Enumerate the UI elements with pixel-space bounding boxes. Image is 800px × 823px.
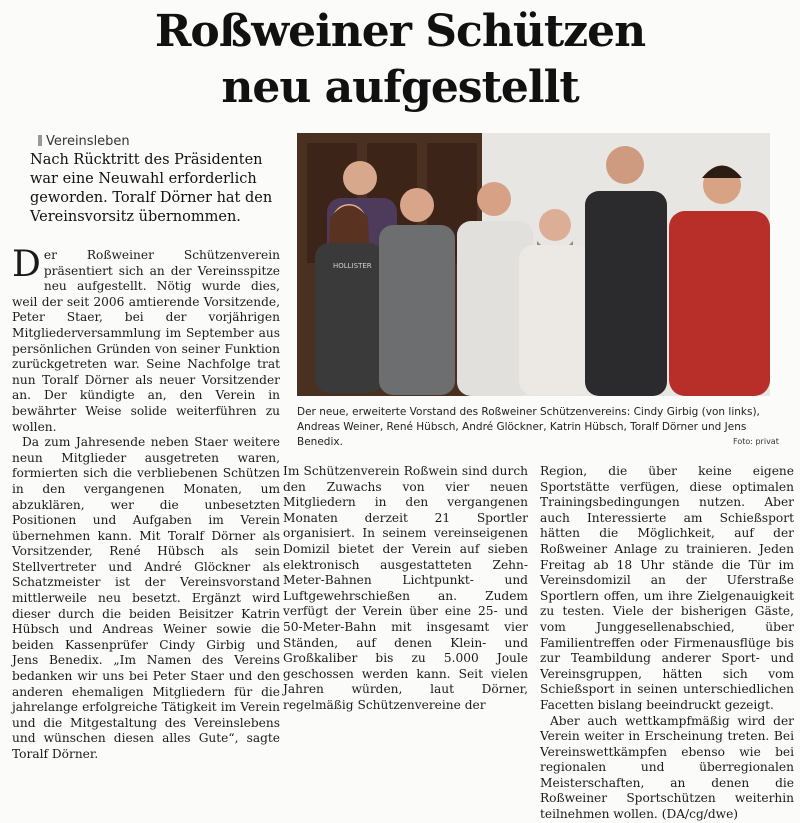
headline-line-2: neu aufgestellt [221, 62, 579, 113]
author-signature: (DA/cg/dwe) [661, 807, 739, 822]
article-column-2 [283, 464, 528, 714]
paragraph-4 [540, 714, 794, 823]
photo-credit: Foto: privat [733, 437, 779, 446]
lead-paragraph: Nach Rücktritt des Präsidenten war eine Neuwahl erforderlich geworden. Toralf Dörner hat den Vereinsvorsitz übernommen. [30, 152, 273, 225]
photo-caption: Der neue, erweiterte Vorstand des Roßweiner Schützenvereins: Cindy Girbig (von links), Andreas Weiner, René Hübsch, André Glöckner, Katrin Hübsch, Toralf Dörner und Jens Benedix. [297, 406, 760, 448]
group-photo-illustration [297, 133, 770, 396]
paragraph-3-continued: Region, die über keine eigene Sportstätte verfügen, diese optimalen Trainingsbedingungen nutzen. Aber auch Interessierte am Schießsport hätten die Möglichkeit, auf der Roßweiner Anlage zu trainieren. Jeden Freitag ab 18 Uhr stände die Tür im Vereinsdomizil an der Uferstraße Sportlern offen, um ihre Zielgenauigkeit zu testen. Viele der bisherigen Gäste, vom Junggesellenabschied, über Familientreffen oder Firmenausflüge bis zur Teambildung anderer Sport- und Vereinsgruppen, hätten sich vom Schießsport in seinen unterschiedlichen Facetten bislang beeindruckt gezeigt. [540, 464, 794, 712]
headline-line-1: Roßweiner Schützen [154, 6, 646, 57]
kicker-label: Vereinsleben [46, 134, 130, 149]
article-column-1 [12, 244, 280, 763]
section-kicker [38, 134, 130, 149]
kicker-marker [38, 135, 42, 146]
group-photo [297, 133, 770, 396]
paragraph-1: er Roßweiner Schützenverein präsentiert sich an der Vereinsspitze neu aufgestellt. Nötig wurde dies, weil der seit 2006 amtierende Vorsitzende, Peter Staer, bei der vorjährigen Mitgliederversammlung im September aus persönlichen Gründen von seiner Funktion zurückgetreten war. Seine Nachfolge trat nun Toralf Dörner als neuer Vorsitzender an. Der kündigte an, den Verein in bewährter Weise solide weiterführen zu wollen. [12, 248, 280, 434]
paragraph-3: Im Schützenverein Roßwein sind durch den Zuwachs von vier neuen Mitgliedern in den vergangenen Monaten derzeit 21 Sportler organisiert. In seinem vereinseigenen Domizil bietet der Verein auf sieben elektronisch ausgestatteten Zehn-Meter-Bahnen Lichtpunkt- und Luftgewehrschießen an. Zudem verfügt der Verein über eine 25- und 50-Meter-Bahn mit insgesamt vier Ständen, auf denen Klein- und Großkaliber bis zu 5.000 Joule geschossen werden kann. Seit vielen Jahren würden, laut Dörner, regelmäßig Schützenvereine der [283, 464, 528, 712]
paragraph-4-text: Aber auch wettkampfmäßig wird der Verein weiter in Erscheinung treten. Bei Vereinswettkämpfen ebenso wie bei regionalen und überregionalen Meisterschaften, an denen die Roßweiner Sportschützen weiterhin teilnehmen wollen. [540, 713, 794, 822]
article-column-3 [540, 464, 794, 823]
shirt-print: HOLLISTER [333, 262, 372, 270]
drop-cap: D [12, 244, 41, 285]
paragraph-2: Da zum Jahresende neben Staer weitere neun Mitglieder ausgetreten waren, formierten sich die verbliebenen Schützen in den vergangenen Monaten, um abzuklären, wer die unbesetzten Positionen und Aufgaben im Verein übernehmen kann. Mit Toralf Dörner als Vorsitzender, René Hübsch als sein Stellvertreter und André Glöckner als Schatzmeister ist der Vereinsvorstand mittlerweile neu besetzt. Ergänzt wird dieser durch die beiden Beisitzer Katrin Hübsch und Andreas Weiner sowie die beiden Kassenprüfer Cindy Girbig und Jens Benedix. „Im Namen des Vereins bedanken wir uns bei Peter Staer und den anderen ehemaligen Mitgliedern für die jahrelange erfolgreiche Tätigkeit im Verein und die Mitgestaltung des Vereinslebens und wünschen diesen alles Gute“, sagte Toralf Dörner. [12, 435, 280, 761]
